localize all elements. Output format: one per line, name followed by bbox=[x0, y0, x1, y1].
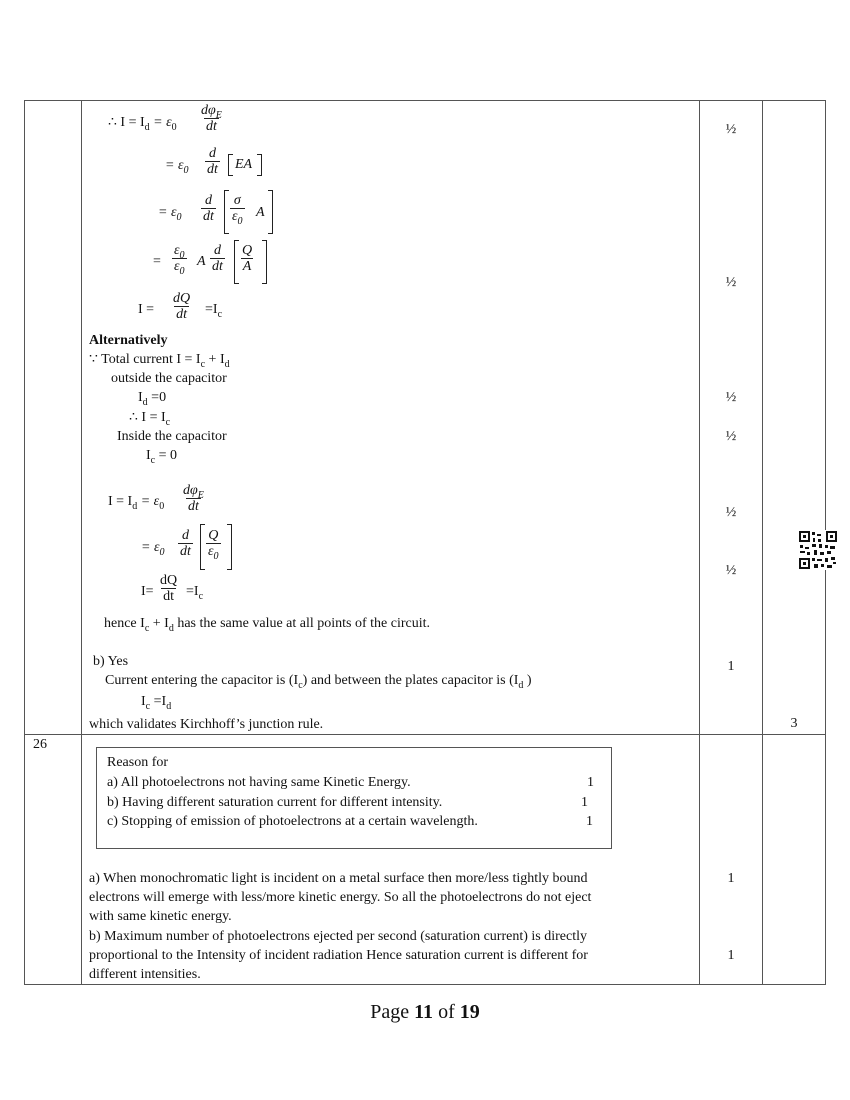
deriv-term: EA bbox=[235, 157, 253, 172]
reason-item-mark: 1 bbox=[581, 795, 588, 810]
frac-num: ε bbox=[174, 243, 180, 258]
mark-value: ½ bbox=[725, 505, 737, 520]
mark-value: ½ bbox=[725, 563, 737, 578]
frac-den: dt bbox=[187, 499, 199, 514]
frac-den: dt bbox=[205, 119, 217, 134]
qr-code-image bbox=[798, 530, 838, 570]
frac-den: dt bbox=[180, 544, 191, 559]
frac-num: Q bbox=[242, 243, 253, 258]
alt-sub: 0 bbox=[159, 546, 165, 558]
alt-text: I= bbox=[141, 584, 154, 599]
footer-page-word: Page bbox=[370, 1001, 415, 1023]
row-divider bbox=[24, 734, 826, 735]
ic-equals-id: $I_c =I_d$ bbox=[141, 694, 172, 712]
bracket-left bbox=[200, 524, 205, 570]
col-divider-marks bbox=[699, 100, 700, 985]
col-divider-qno bbox=[81, 100, 82, 985]
deriv-sub: d bbox=[144, 121, 150, 133]
frac-num: d bbox=[213, 243, 221, 258]
answer-b-line: proportional to the Intensity of incident radiation Hence saturation current is different for bbox=[89, 948, 588, 963]
frac-num: Q bbox=[208, 528, 219, 543]
deriv-text: =I bbox=[205, 302, 218, 317]
deriv-eq: = bbox=[153, 254, 161, 269]
reason-box-title: Reason for bbox=[107, 755, 169, 770]
frac-num: dQ bbox=[160, 573, 178, 588]
question-number: 26 bbox=[33, 737, 47, 752]
alt-text: =I bbox=[186, 584, 199, 599]
answer-a-line: a) When monochromatic light is incident on a metal surface then more/less tightly bound bbox=[89, 871, 588, 886]
alternatively-heading: Alternatively bbox=[89, 333, 168, 348]
ic-zero-line: $I_c = 0$ bbox=[146, 448, 178, 466]
bracket-right bbox=[268, 190, 273, 234]
id-zero-line: $I_d =0$ bbox=[138, 390, 167, 408]
deriv-sub: 0 bbox=[183, 164, 189, 176]
frac-den: dt bbox=[203, 209, 214, 224]
answer-a-line: electrons will emerge with less/more kinetic energy. So all the photoelectrons do not eject bbox=[89, 890, 592, 905]
alt-sub: d bbox=[132, 500, 138, 512]
page-footer bbox=[0, 1000, 850, 1024]
alt-eq: = ε bbox=[141, 540, 160, 555]
reason-item: a) All photoelectrons not having same Kinetic Energy. bbox=[107, 775, 411, 790]
inside-capacitor: Inside the capacitor bbox=[117, 429, 227, 444]
frac-den: dt bbox=[176, 307, 187, 322]
mark-value: 1 bbox=[727, 948, 735, 963]
frac-sub: 0 bbox=[237, 215, 243, 227]
deriv-sub: c bbox=[217, 308, 223, 320]
deriv-eq: = ε bbox=[158, 205, 177, 220]
bracket-left bbox=[234, 240, 239, 284]
reason-item-mark: 1 bbox=[587, 775, 594, 790]
frac-num: d bbox=[208, 146, 216, 161]
frac-num: d bbox=[204, 193, 212, 208]
frac-num: dQ bbox=[173, 291, 191, 306]
frac-num: d bbox=[181, 528, 189, 543]
part-b-yes: b) Yes bbox=[93, 654, 129, 669]
frac-num: σ bbox=[233, 193, 241, 208]
frac-den: A bbox=[242, 259, 252, 274]
alt-sub: 0 bbox=[159, 500, 165, 512]
frac-sub: 0 bbox=[179, 249, 185, 261]
answer-a-line: with same kinetic energy. bbox=[89, 909, 232, 924]
deriv-text: I = bbox=[138, 302, 155, 317]
footer-page-number: 11 bbox=[414, 1001, 434, 1023]
bracket-right bbox=[257, 154, 262, 176]
footer-of-word: of bbox=[433, 1001, 460, 1023]
validates-line: which validates Kirchhoff’s junction rule. bbox=[89, 717, 324, 732]
frac-num: dφ bbox=[183, 483, 198, 498]
bracket-right bbox=[227, 524, 232, 570]
frac-den: ε bbox=[174, 259, 180, 274]
table-top-border bbox=[24, 100, 826, 101]
deriv-eps: = ε bbox=[153, 115, 172, 130]
mark-value: ½ bbox=[725, 275, 737, 290]
bracket-right bbox=[262, 240, 267, 284]
mark-value: ½ bbox=[725, 390, 737, 405]
reason-item: c) Stopping of emission of photoelectrons at a certain wavelength. bbox=[107, 814, 478, 829]
answer-b-line: different intensities. bbox=[89, 967, 201, 982]
table-left-border bbox=[24, 100, 25, 985]
frac-sub: E bbox=[215, 109, 222, 121]
reason-item: b) Having different saturation current for different intensity. bbox=[107, 795, 443, 810]
therefore-line: ∴ $I = I_c$ bbox=[129, 410, 171, 428]
reason-item-mark: 1 bbox=[586, 814, 593, 829]
footer-total-pages: 19 bbox=[459, 1001, 480, 1023]
outside-capacitor: outside the capacitor bbox=[111, 371, 227, 386]
bracket-left bbox=[228, 154, 233, 176]
frac-sub: 0 bbox=[213, 550, 219, 562]
answer-b-line: b) Maximum number of photoelectrons ejected per second (saturation current) is directly bbox=[89, 929, 587, 944]
bracket-left bbox=[224, 190, 229, 234]
table-bottom-border bbox=[24, 984, 826, 985]
deriv-A: A bbox=[256, 205, 265, 220]
mark-value: 1 bbox=[727, 659, 735, 674]
frac-sub: E bbox=[197, 489, 204, 501]
mark-value: ½ bbox=[725, 122, 737, 137]
deriv-sub: 0 bbox=[171, 121, 177, 133]
deriv-eq: = ε bbox=[165, 158, 184, 173]
frac-sub: 0 bbox=[179, 265, 185, 277]
total-current-line: ∵ Total current $I = I_c + I_d$ bbox=[89, 352, 230, 370]
frac-den: ε bbox=[232, 209, 238, 224]
frac-den: ε bbox=[208, 544, 214, 559]
frac-den: dt bbox=[212, 259, 223, 274]
deriv-A: A bbox=[197, 254, 206, 269]
deriv-text: ∴ I = I bbox=[108, 115, 145, 130]
frac-num: dφ bbox=[201, 103, 216, 118]
current-entering-line: Current entering the capacitor is $(I_c)$ and between the plates capacitor is ($I_d$ ) bbox=[105, 673, 532, 691]
col-divider-total bbox=[762, 100, 763, 985]
deriv-sub: 0 bbox=[176, 211, 182, 223]
hence-line: hence $I_c + I_d$ has the same value at all points of the circuit. bbox=[104, 616, 431, 634]
alt-sub: c bbox=[198, 590, 204, 602]
frac-den: dt bbox=[207, 162, 218, 177]
frac-den: dt bbox=[163, 589, 174, 604]
alt-text: I = I bbox=[108, 494, 133, 509]
mark-value: 1 bbox=[727, 871, 735, 886]
question-total: 3 bbox=[790, 716, 798, 731]
mark-value: ½ bbox=[725, 429, 737, 444]
alt-eps: = ε bbox=[137, 494, 160, 509]
